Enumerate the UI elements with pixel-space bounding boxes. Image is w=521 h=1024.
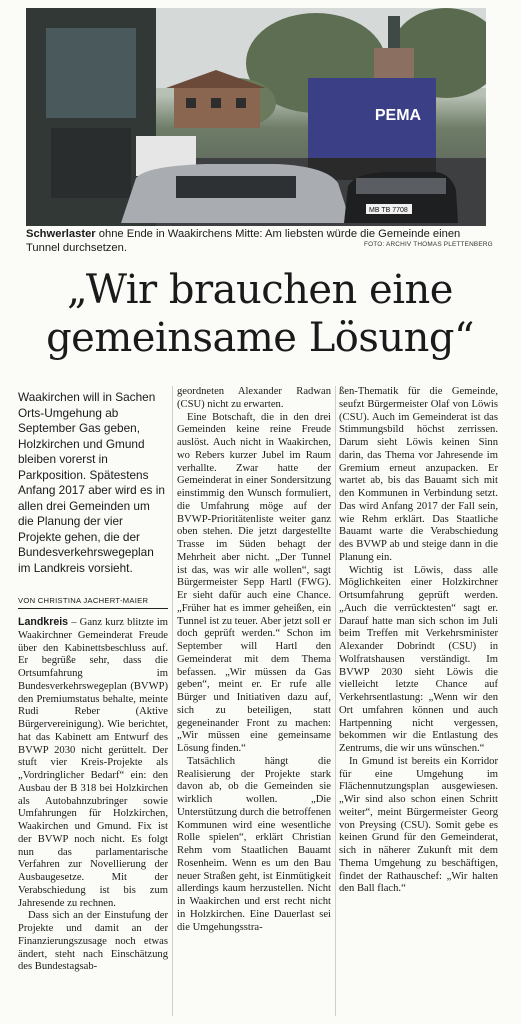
column-3-paragraph-2: Wichtig ist Löwis, dass alle Möglichkeiten einer Holzkirchner Ortsumfahrung geprüft werden. „Auch die verrücktesten“ sagt er. Darauf hatte man sich schon im Juli beim Treffen mit Verkehrsminister Alexander Dobrindt (CSU) in Wolfratshausen verständigt. Im BVWP 2030 sieht Löwis die vielleicht letzte Chance auf Verkehrsentlastung: „Wenn wir den Ort umfahren können und auch Hartpenning nicht vergessen, bekommen wir die Entlastung des Zentrums, die wir uns wünschen.“	[339, 564, 498, 754]
column-divider	[335, 386, 336, 1016]
article-column-1	[18, 616, 168, 974]
caption-lead: Schwerlaster	[26, 228, 96, 240]
column-2-paragraph-3: Tatsächlich hängt die Realisierung der Projekte stark davon ab, ob die Gemeinden sie wirklich wollen. „Die Unterstützung durch die betroffenen Kommunen wird eine wesentliche Rolle spielen“, erklärt Christian Rehm vom Staatlichen Bauamt Rosenheim. Wenn es um den Bau neuer Straßen geht, ist Einmütigkeit allerdings kaum herzustellen. Nicht in Waakirchen und erst recht nicht in Holzkirchen. Eine Dauerlast sei die Umgehungsstra-	[177, 755, 331, 933]
column-2-paragraph-1: geordneten Alexander Radwan (CSU) nicht zu erwarten.	[177, 386, 331, 410]
headline-line-2: gemeinsame Lösung“	[46, 315, 474, 361]
dateline: Landkreis	[18, 616, 69, 628]
traffic-scene-illustration	[26, 8, 486, 226]
column-3-paragraph-3: In Gmund ist bereits ein Korridor für eine Umgehung im Flächennutzungsplan ausgewiesen. „Wir sind also schon einen Schritt weiter“, meint Bürgermeister Georg von Preysing (CSU). Somit gebe es keinen Grund für den Gemeinderat, sich in näherer Zukunft mit dem Thema Umgehung zu beschäftigen, findet der Rathauschef: „Wir halten den Ball flach.“	[339, 755, 498, 895]
headline-line-1: „Wir brauchen eine	[67, 267, 453, 313]
column-1-paragraph-1	[18, 616, 168, 910]
column-3-paragraph-1: ßen-Thematik für die Gemeinde, seufzt Bürgermeister Olaf von Löwis (CSU). Auch im Gemeinderat ist das Stimmungsbild höchst zerrissen. Darum sieht Löwis keinen Sinn darin, das Thema vor Jahresende im Gremium erneut anzupacken. Er wartet ab, bis das Bauamt sich mit den Kommunen in Verbindung setzt. Das wird Anfang 2017 der Fall sein, wie Rehm erklärt. Das Staatliche Bauamt warte die Verabschiedung des BVWP ab und steige dann in die Planung ein.	[339, 386, 498, 563]
article-column-3	[339, 386, 498, 896]
column-1-paragraph-1-text: – Ganz kurz blitzte im Waakirchner Gemeinderat Freude über den Kabinettsbeschluss auf. Er begrüße sehr, dass die Ortsumfahrung im Bundesverkehrswegeplan (BVWP) den Premiumstatus behalte, meinte Rudi Reber (Aktive Bürgervereinigung). Wie berichtet, hat das Kabinett am Entwurf des BVWP 2030 nicht gerüttelt. Der stuft vier Kreis-Projekte als „Vordringlicher Bedarf“ ein: den Ausbau der B 318 bei Holzkirchen als Autobahnzubringer sowie Umfahrungen für Holzkirchen, Waakirchen und Gmund. Fix ist der BVWP noch nicht. Es folgt nun das parlamentarische Verfahren zur Novellierung der Ausbaugesetze. Mit der Verabschiedung ist bis zum Jahresende zu rechnen.	[18, 617, 168, 909]
article-column-2	[177, 386, 331, 934]
author-byline: VON CHRISTINA JACHERT-MAIER	[18, 596, 168, 609]
truck-brand-label: PEMA	[374, 107, 422, 124]
license-plate: MB TB 7708	[369, 207, 408, 214]
caption-text: ohne Ende in Waakirchens Mitte: Am liebsten würde die Gemeinde einen Tunnel durchsetzen.	[26, 228, 461, 254]
column-divider	[172, 386, 173, 1016]
article-headline	[20, 266, 500, 362]
column-1-paragraph-2: Dass sich an der Einstufung der Projekte und damit an der Finanzierungszusage noch etwas ändert, steht nach Einschätzung des Bundestagsab-	[18, 910, 168, 973]
article-teaser: Waakirchen will in Sachen Orts-Umgehung ab September Gas geben, Holzkirchen und Gmund bleiben vorerst in Parkposition. Spätestens Anfang 2017 aber wird es in allen drei Gemeinden um die Planung der vier Projekte gehen, die der Bundesverkehrswegeplan im Landkreis vorsieht.	[18, 390, 165, 575]
street-photo	[26, 8, 486, 226]
photo-credit: FOTO: ARCHIV THOMAS PLETTENBERG	[364, 241, 493, 248]
column-2-paragraph-2: Eine Botschaft, die in den drei Gemeinden keine reine Freude auslöst. Auch nicht in Waakirchen, wo Rebers kurzer Jubel im Raum verhallte. Zwar hatte der Gemeinderat in einer Sondersitzung einstimmig den Wunsch formuliert, die Umfahrung möge auf der BVWP-Prioritätenliste weiter ganz oben stehen. Die jetzt dargestellte Trasse im Süden behagt der Mehrheit aber nicht. „Der Tunnel ist das, was wir alle wollen“, sagt Bürgermeister Sepp Hartl (FWG). Er sieht dafür auch eine Chance. „Früher hat es immer geheißen, ein Tunnel ist zu teuer. Aber jetzt soll er doch geprüft werden.“ Schon im September will Hartl den Gemeinderat mit dem Thema befassen. „Wir müssen da Gas geben“, meint er. Er rufe alle Bürger und Initiativen dazu auf, sich zu beteiligen, statt gegeneinander Front zu machen: „Wir müssen eine gemeinsame Lösung finden.“	[177, 411, 331, 754]
